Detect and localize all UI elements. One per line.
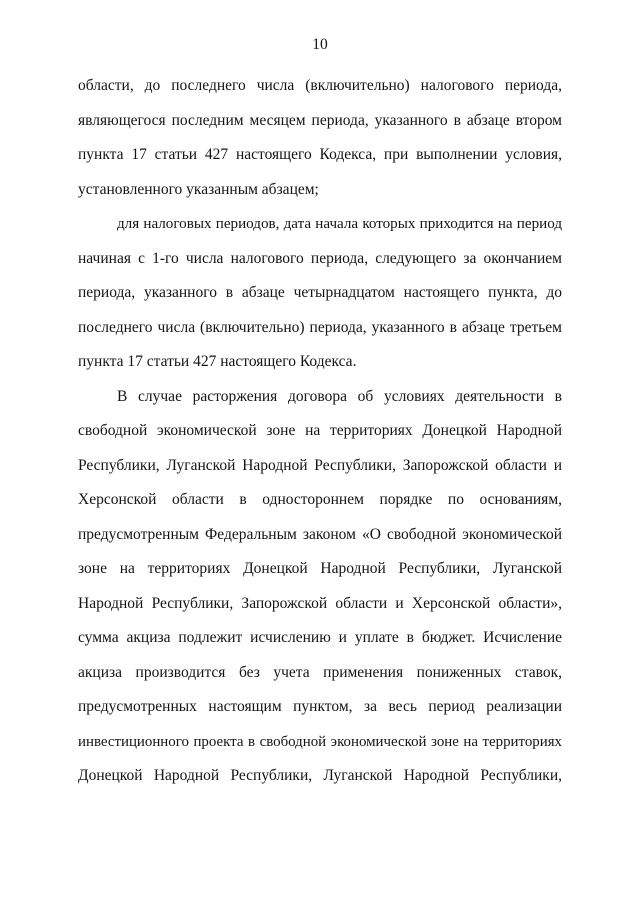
text-line: предусмотренным Федеральным законом «О свободной экономической	[78, 525, 562, 543]
paragraph-3	[78, 380, 562, 794]
text-line: инвестиционного проекта в свободной экономической зоне на территориях	[78, 733, 562, 750]
text-line: последнего числа (включительно) периода, указанного в абзаце третьем	[78, 318, 562, 336]
paragraph-1	[78, 69, 562, 207]
text-line: являющегося последним месяцем периода, указанного в абзаце втором	[78, 111, 562, 129]
text-line: акциза производится без учета применения пониженных ставок,	[78, 663, 562, 681]
page-number: 10	[312, 36, 328, 53]
text-line: начиная с 1-го числа налогового периода, следующего за окончанием	[78, 249, 562, 267]
text-line: Народной Республики, Запорожской области и Херсонской области»,	[78, 594, 562, 612]
text-line: периода, указанного в абзаце четырнадцатом настоящего пункта, до	[78, 284, 562, 301]
text-line: сумма акциза подлежит исчислению и уплате в бюджет. Исчисление	[78, 629, 562, 646]
text-line: В случае расторжения договора об условиях деятельности в	[117, 387, 562, 405]
text-line: пункта 17 статьи 427 настоящего Кодекса.	[78, 353, 357, 370]
paragraph-2	[78, 207, 562, 380]
text-line: Херсонской области в одностороннем порядке по основаниям,	[78, 491, 562, 508]
text-line: предусмотренных настоящим пунктом, за весь период реализации	[78, 698, 562, 715]
text-line: области, до последнего числа (включительно) налогового периода,	[78, 77, 562, 94]
text-line: Республики, Луганской Народной Республики, Запорожской области и	[78, 456, 562, 474]
text-line: установленного указанным абзацем;	[78, 180, 319, 198]
text-line: пункта 17 статьи 427 настоящего Кодекса, при выполнении условия,	[78, 146, 562, 163]
document-body	[78, 69, 562, 794]
text-line: для налоговых периодов, дата начала которых приходится на период	[117, 216, 562, 232]
text-line: Донецкой Народной Республики, Луганской Народной Республики,	[78, 767, 562, 784]
text-line: свободной экономической зоне на территориях Донецкой Народной	[78, 422, 562, 439]
text-line: зоне на территориях Донецкой Народной Республики, Луганской	[78, 560, 562, 577]
